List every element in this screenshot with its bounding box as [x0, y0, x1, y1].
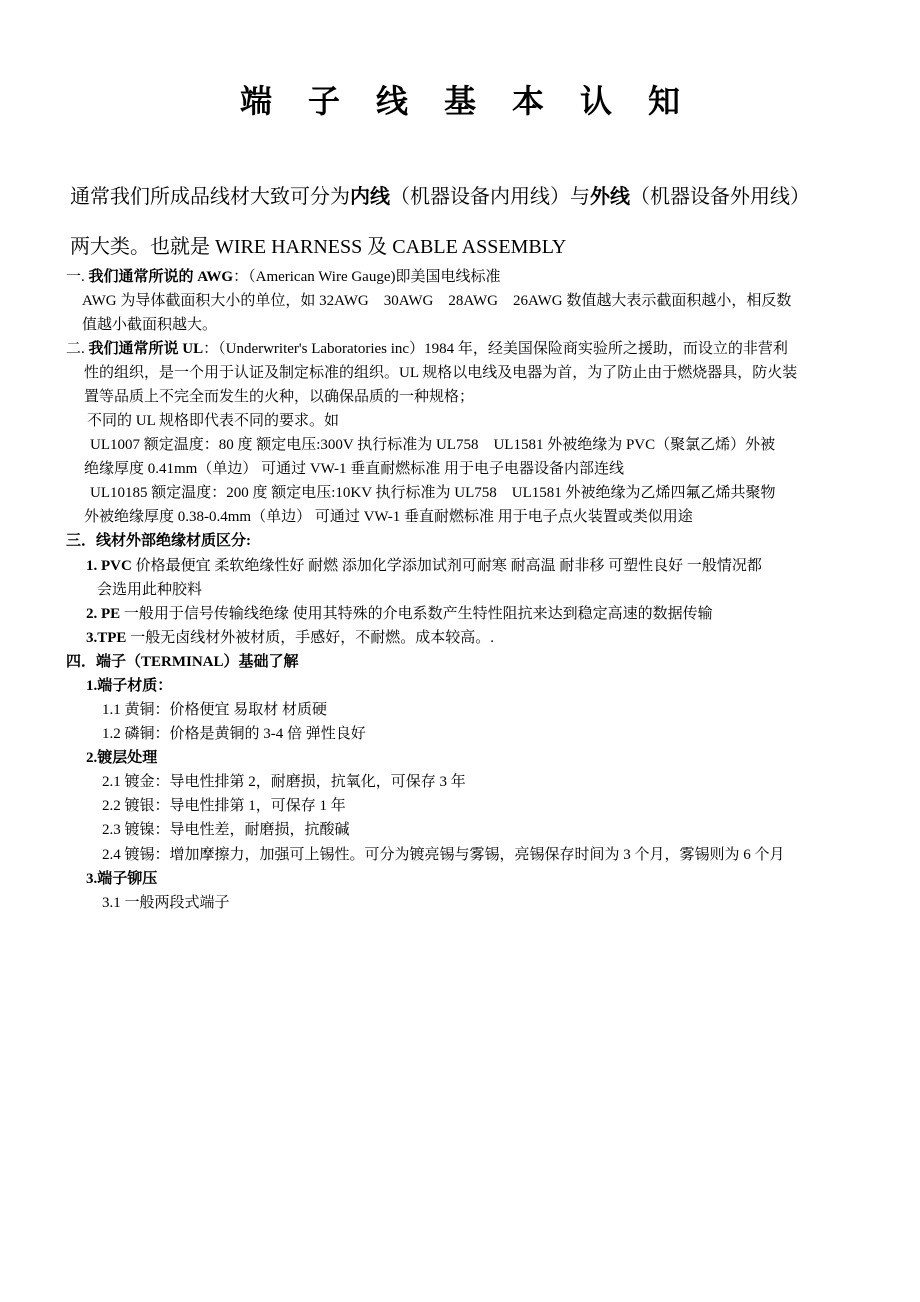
paragraph-line: UL10185 额定温度：200 度 额定电压:10KV 执行标准为 UL758 UL1581 外被绝缘为乙烯四氟乙烯共聚物 — [90, 485, 776, 501]
section-heading-bold: 我们通常所说 UL — [88, 341, 204, 357]
paragraph-line: AWG 为导体截面积大小的单位，如 32AWG 30AWG 28AWG 26AWG 数值越大表示截面积越小，相反数 — [82, 293, 792, 309]
section-heading-bold: 我们通常所说的 AWG — [88, 269, 234, 285]
section-3-heading: 三．线材外部绝缘材质区分: — [66, 533, 251, 549]
intro-text: （机器设备内用线）与 — [390, 186, 590, 208]
section-4-heading: 四．端子（TERMINAL）基础了解 — [66, 654, 299, 670]
paragraph-line: 置等品质上不完全而发生的火种，以确保品质的一种规格； — [84, 389, 475, 405]
paragraph-line: 外被绝缘厚度 0.38-0.4mm（单边） 可通过 VW-1 垂直耐燃标准 用于电子点火装置或类似用途 — [84, 509, 693, 525]
subheading: 2.镀层处理 — [86, 750, 158, 766]
item-text: 价格最便宜 柔软绝缘性好 耐燃 添加化学添加试剂可耐寒 耐高温 耐非移 可塑性良好 一般情况都 — [131, 558, 762, 574]
subheading: 3.端子铆压 — [86, 871, 158, 887]
intro-text: （机器设备外用线） — [630, 186, 810, 208]
intro-line-1 — [70, 180, 810, 209]
intro-bold-outer: 外线 — [590, 186, 630, 208]
item-text: 一般用于信号传输线绝缘 使用其特殊的介电系数产生特性阻抗来达到稳定高速的数据传输 — [120, 606, 713, 622]
item-label: 3.TPE — [86, 630, 127, 646]
intro-bold-inner: 内线 — [350, 186, 390, 208]
list-item: 2.4 镀锡：增加摩擦力，加强可上锡性。可分为镀亮锡与雾锡，亮锡保存时间为 3 个月，雾锡则为 6 个月 — [102, 847, 785, 863]
intro-text: 通常我们所成品线材大致可分为 — [70, 186, 350, 208]
paragraph-line: 绝缘厚度 0.41mm（单边） 可通过 VW-1 垂直耐燃标准 用于电子电器设备内部连线 — [84, 461, 624, 477]
paragraph-line: 不同的 UL 规格即代表不同的要求。如 — [87, 413, 339, 429]
section-1-heading — [66, 267, 501, 287]
subheading: 1.端子材质： — [86, 678, 173, 694]
page-title: 端 子 线 基 本 认 知 — [239, 83, 694, 119]
section-heading-rest: ：（American Wire Gauge)即美国电线标准 — [233, 269, 501, 285]
intro-line-2: 两大类。也就是 WIRE HARNESS 及 CABLE ASSEMBLY — [70, 236, 567, 258]
section-number: 一. — [66, 269, 89, 285]
item-label: 1. PVC — [86, 558, 132, 574]
section-2-heading — [66, 339, 788, 359]
item-label: 2. PE — [86, 606, 121, 622]
list-item: 1.2 磷铜：价格是黄铜的 3-4 倍 弹性良好 — [102, 726, 366, 742]
list-item: 2.2 镀银：导电性排第 1，可保存 1 年 — [102, 798, 346, 814]
list-item — [86, 628, 494, 648]
list-item — [86, 604, 713, 624]
list-item: 3.1 一般两段式端子 — [102, 895, 230, 911]
section-number: 二. — [66, 341, 89, 357]
paragraph-line: UL1007 额定温度：80 度 额定电压:300V 执行标准为 UL758 UL1581 外被绝缘为 PVC（聚氯乙烯）外被 — [90, 437, 776, 453]
paragraph-line: 性的组织，是一个用于认证及制定标准的组织。UL 规格以电线及电器为首，为了防止由于燃烧器具，防火装 — [84, 365, 798, 381]
list-item: 2.1 镀金：导电性排第 2，耐磨损，抗氧化，可保存 3 年 — [102, 774, 466, 790]
paragraph-line: 会选用此种胶料 — [97, 582, 203, 598]
list-item — [86, 556, 762, 576]
item-text: 一般无卤线材外被材质，手感好，不耐燃。成本较高。. — [126, 630, 494, 646]
paragraph-line: 值越小截面积越大。 — [82, 317, 218, 333]
list-item: 1.1 黄铜：价格便宜 易取材 材质硬 — [102, 702, 328, 718]
section-heading-rest: ：（Underwriter's Laboratories inc）1984 年，经美国保险商实验所之援助，而设立的非营利 — [203, 341, 788, 357]
list-item: 2.3 镀镍：导电性差，耐磨损，抗酸碱 — [102, 822, 350, 838]
